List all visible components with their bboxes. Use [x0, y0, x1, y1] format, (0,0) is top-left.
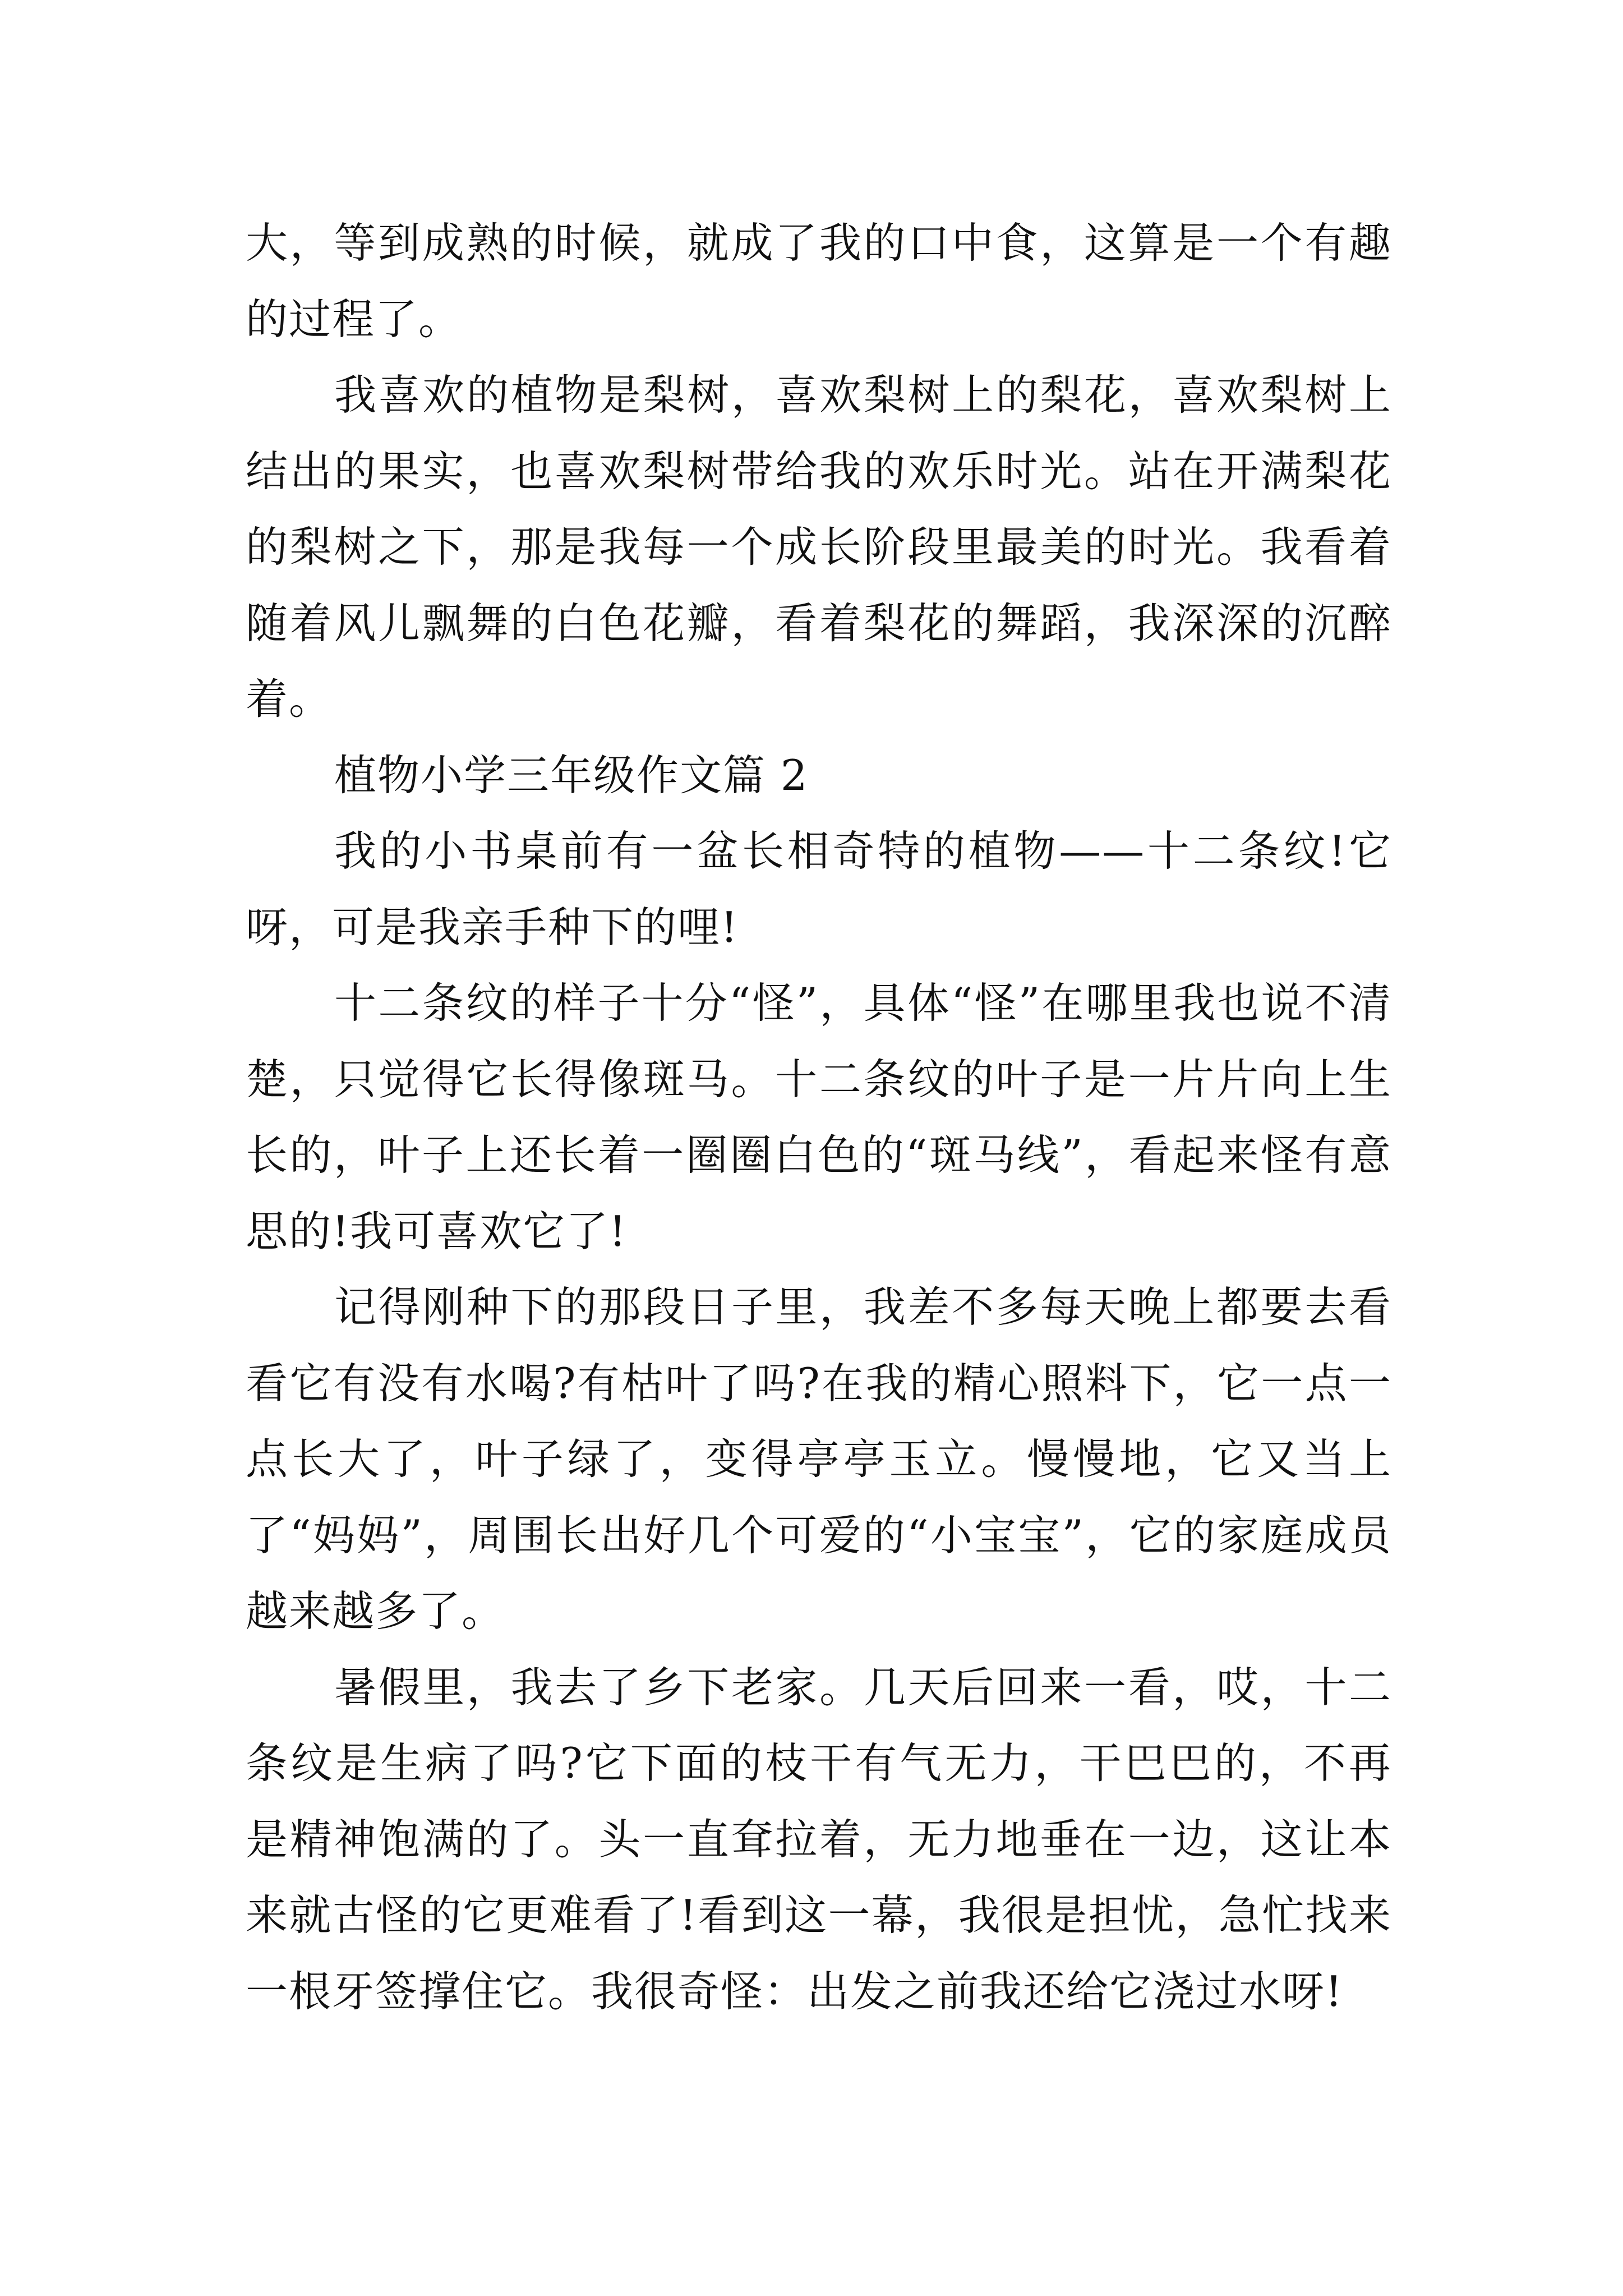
document-body [246, 205, 1392, 2030]
paragraph-continuation: 大，等到成熟的时候，就成了我的口中食，这算是一个有趣的过程了。 [246, 218, 1392, 344]
paragraph-appearance: 十二条纹的样子十分“怪”，具体“怪”在哪里我也说不清楚，只觉得它长得像斑马。十二条纹的叶子是一片片向上生长的，叶子上还长着一圈圈白色的“斑马线”，看起来怪有意思的!我可喜欢它了! [246, 978, 1392, 1256]
paragraph-pear-tree: 我喜欢的植物是梨树，喜欢梨树上的梨花，喜欢梨树上结出的果实，也喜欢梨树带给我的欢乐时光。站在开满梨花的梨树之下，那是我每一个成长阶段里最美的时光。我看着随着风儿飘舞的白色花瓣，看着梨花的舞蹈，我深深的沉醉着。 [246, 370, 1392, 724]
paragraph-care: 记得刚种下的那段日子里，我差不多每天晚上都要去看看它有没有水喝?有枯叶了吗?在我的精心照料下，它一点一点长大了，叶子绿了，变得亭亭玉立。慢慢地，它又当上了“妈妈”，周围长出好几个可爱的“小宝宝”，它的家庭成员越来越多了。 [246, 1282, 1392, 1636]
paragraph-intro-plant: 我的小书桌前有一盆长相奇特的植物——十二条纹!它呀，可是我亲手种下的哩! [246, 826, 1392, 952]
paragraph-summer: 暑假里，我去了乡下老家。几天后回来一看，哎，十二条纹是生病了吗?它下面的枝干有气无力，干巴巴的，不再是精神饱满的了。头一直耷拉着，无力地垂在一边，这让本来就古怪的它更难看了!看到这一幕，我很是担忧，急忙找来一根牙签撑住它。我很奇怪：出发之前我还给它浇过水呀! [246, 1662, 1392, 2016]
essay-heading: 植物小学三年级作文篇 2 [334, 750, 809, 800]
